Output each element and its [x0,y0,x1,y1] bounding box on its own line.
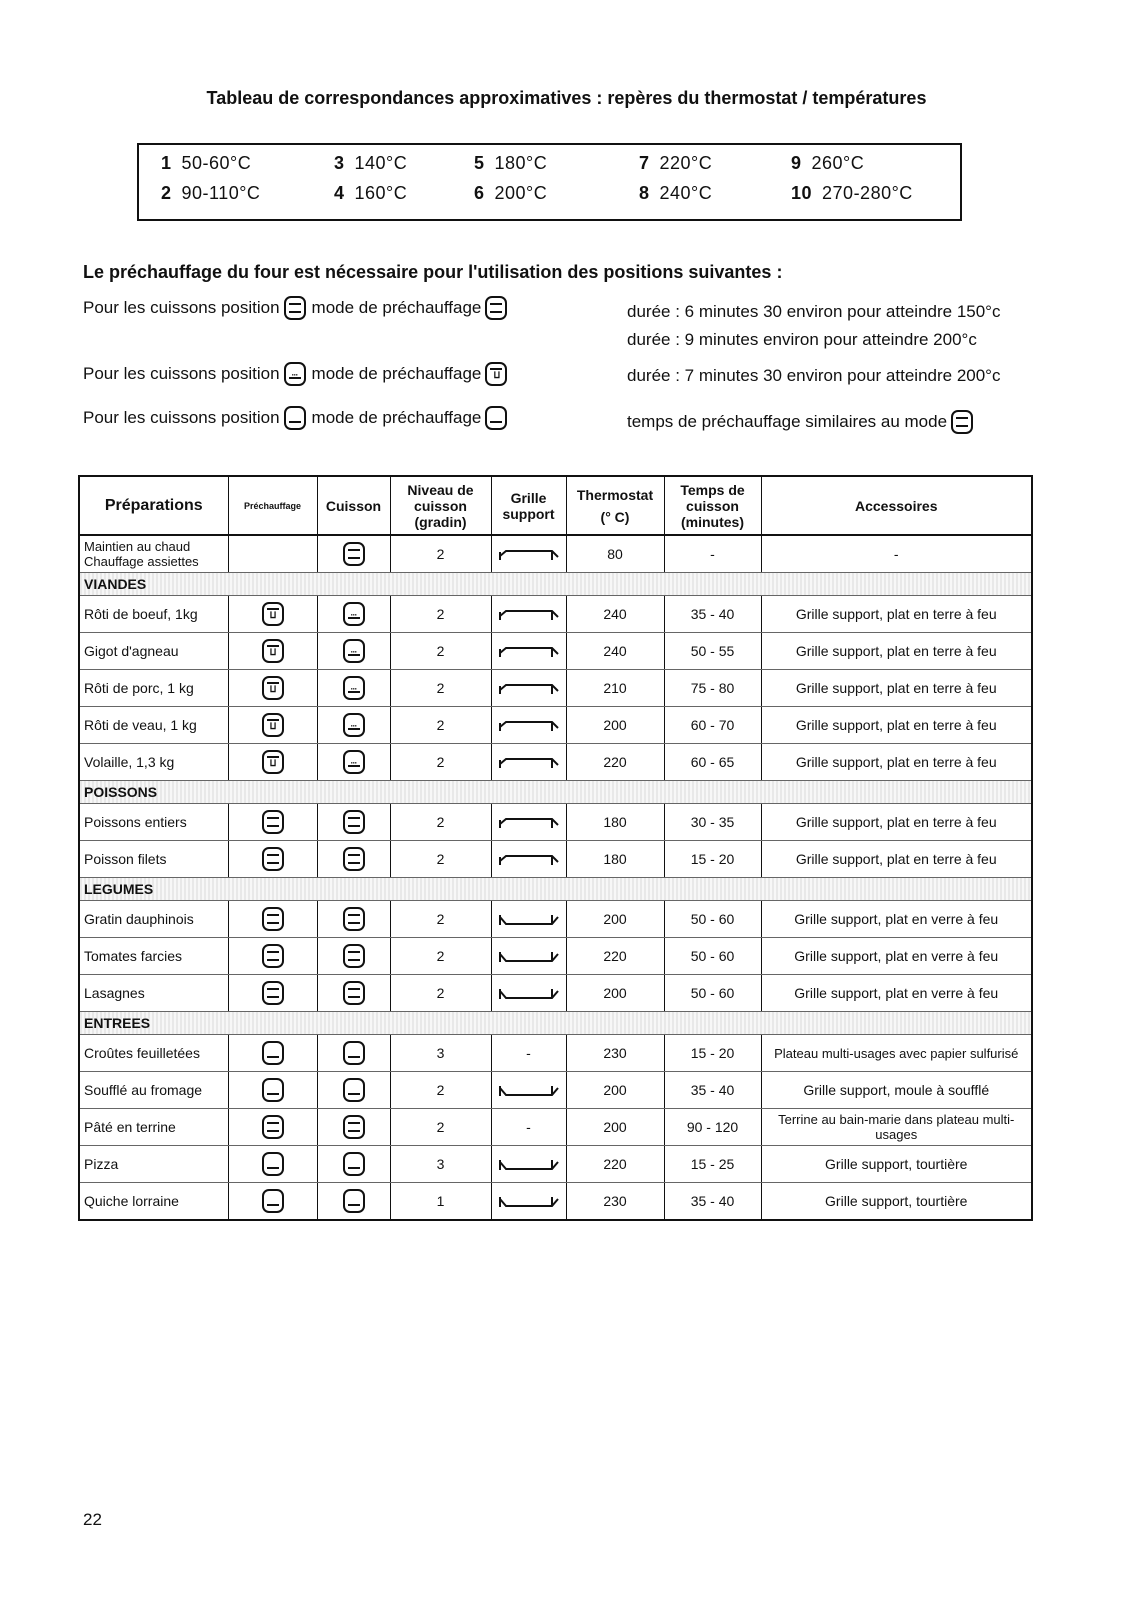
cell-preparation: Maintien au chaud Chauffage assiettes [79,535,228,573]
grille-up-icon [498,756,560,770]
category-row [79,573,1032,596]
cell-preparation: Quiche lorraine [79,1183,228,1221]
oven-top-bottom-icon [262,907,284,931]
oven-bottom-icon [262,1152,284,1176]
oven-top-bottom-icon [262,981,284,1005]
cell-preparation: Rôti de porc, 1 kg [79,670,228,707]
cell-temps: 35 - 40 [664,596,761,633]
cell-grille [491,1146,566,1183]
cell-grille [491,744,566,781]
cell-accessoires: Grille support, tourtière [761,1146,1032,1183]
cell-thermostat: 220 [566,1146,664,1183]
cell-accessoires: - [761,535,1032,573]
oven-fan-icon: ⵡ [262,602,284,626]
cell-niveau: 2 [390,975,491,1012]
cell-cuisson [317,596,390,633]
cell-grille [491,633,566,670]
oven-top-bottom-icon [343,847,365,871]
cell-accessoires: Grille support, plat en verre à feu [761,901,1032,938]
cell-grille: - [491,1109,566,1146]
cell-temps: 50 - 60 [664,938,761,975]
table-header [79,476,1032,535]
cell-temps: 50 - 60 [664,975,761,1012]
oven-bottom-icon [262,1189,284,1213]
cell-preparation: Croûtes feuilletées [79,1035,228,1072]
cell-thermostat: 220 [566,744,664,781]
cell-prechauffage [228,744,317,781]
cell-cuisson [317,938,390,975]
oven-bottom-icon [343,1041,365,1065]
cell-accessoires: Grille support, plat en terre à feu [761,841,1032,878]
oven-top-bottom-icon [262,944,284,968]
cell-niveau: 2 [390,901,491,938]
preheat-duration: durée : 7 minutes 30 environ pour atteindre 200°c [627,366,1001,385]
oven-fan-bottom-icon: ··· [343,602,365,626]
cell-thermostat: 240 [566,633,664,670]
table-row [79,744,1032,781]
oven-fan-bottom-icon: ··· [343,750,365,774]
cell-thermostat: 220 [566,938,664,975]
oven-fan-icon: ⵡ [262,676,284,700]
cell-niveau: 2 [390,670,491,707]
cell-cuisson [317,670,390,707]
oven-top-bottom-icon [284,296,306,320]
cell-thermostat: 200 [566,901,664,938]
preheat-duration: durée : 6 minutes 30 environ pour atteindre 150°c [627,302,1001,321]
cell-niveau: 2 [390,841,491,878]
grille-up-icon [498,548,560,562]
oven-bottom-icon [262,1078,284,1102]
cell-prechauffage [228,938,317,975]
cell-cuisson [317,901,390,938]
cell-accessoires: Grille support, plat en terre à feu [761,744,1032,781]
oven-bottom-icon [262,1041,284,1065]
cell-thermostat: 200 [566,1072,664,1109]
cell-cuisson [317,1035,390,1072]
table-row [79,938,1032,975]
header-cuisson: Cuisson [317,476,390,535]
grille-up-icon [498,645,560,659]
cell-thermostat: 180 [566,841,664,878]
grille-up-icon [498,608,560,622]
grille-down-icon [498,913,560,927]
thermostat-entry: 4 160°C [334,183,408,203]
page-title: Tableau de correspondances approximatives : repères du thermostat / températures [206,88,927,108]
cell-thermostat: 230 [566,1035,664,1072]
cell-niveau: 2 [390,1072,491,1109]
cell-thermostat: 210 [566,670,664,707]
cell-niveau: 2 [390,744,491,781]
cell-cuisson [317,535,390,573]
cell-accessoires: Grille support, plat en terre à feu [761,804,1032,841]
cell-accessoires: Grille support, moule à soufflé [761,1072,1032,1109]
thermostat-entry: 2 90-110°C [161,183,261,203]
category-label: VIANDES [79,573,1032,596]
header-accessoires: Accessoires [761,476,1032,535]
cell-cuisson [317,804,390,841]
cell-preparation: Poisson filets [79,841,228,878]
header-temps: Temps de cuisson (minutes) [664,476,761,535]
cell-accessoires: Grille support, plat en verre à feu [761,938,1032,975]
category-label: ENTREES [79,1012,1032,1035]
cell-accessoires: Plateau multi-usages avec papier sulfurisé [761,1035,1032,1072]
oven-fan-bottom-icon: ··· [343,676,365,700]
table-row [79,1183,1032,1221]
cooking-table [78,475,1033,1221]
cell-temps: 90 - 120 [664,1109,761,1146]
cell-preparation: Rôti de veau, 1 kg [79,707,228,744]
table-row [79,1146,1032,1183]
cell-cuisson [317,1146,390,1183]
thermostat-entry: 6 200°C [474,183,548,203]
cell-prechauffage [228,670,317,707]
oven-fan-icon: ⵡ [262,750,284,774]
table-row [79,535,1032,573]
grille-down-icon [498,950,560,964]
oven-bottom-icon [343,1152,365,1176]
cell-preparation: Rôti de boeuf, 1kg [79,596,228,633]
grille-up-icon [498,682,560,696]
category-row [79,1012,1032,1035]
header-niveau: Niveau de cuisson (gradin) [390,476,491,535]
header-prechauffage: Préchauffage [228,476,317,535]
cell-thermostat: 240 [566,596,664,633]
cell-prechauffage [228,1109,317,1146]
grille-down-icon [498,1084,560,1098]
oven-fan-icon: ⵡ [262,639,284,663]
table-row [79,596,1032,633]
oven-top-bottom-icon [262,847,284,871]
table-row [79,975,1032,1012]
cell-grille [491,535,566,573]
cell-grille [491,596,566,633]
table-row [79,670,1032,707]
grille-up-icon [498,853,560,867]
oven-fan-icon: ⵡ [485,362,507,386]
cell-thermostat: 200 [566,707,664,744]
preheat-line [83,406,513,430]
preheat-duration: temps de préchauffage similaires au mode [627,412,948,431]
table-row [79,804,1032,841]
preheat-line-prefix: Pour les cuissons position [83,408,280,427]
oven-top-bottom-icon [951,410,973,434]
cell-preparation: Soufflé au fromage [79,1072,228,1109]
oven-fan-bottom-icon: ··· [343,639,365,663]
thermostat-entry: 8 240°C [639,183,713,203]
cell-niveau: 2 [390,596,491,633]
cell-niveau: 2 [390,707,491,744]
cell-prechauffage [228,633,317,670]
cell-thermostat: 200 [566,1109,664,1146]
cell-temps: 35 - 40 [664,1072,761,1109]
cell-grille: - [491,1035,566,1072]
cell-preparation: Poissons entiers [79,804,228,841]
cell-prechauffage [228,707,317,744]
cell-preparation: Tomates farcies [79,938,228,975]
cell-prechauffage [228,975,317,1012]
category-row [79,878,1032,901]
preheat-mode-label: mode de préchauffage [311,364,482,383]
cell-accessoires: Terrine au bain-marie dans plateau multi-usages [761,1109,1032,1146]
preheat-duration-line [627,410,979,434]
cell-prechauffage [228,901,317,938]
preheat-mode-label: mode de préchauffage [311,298,482,317]
cell-temps: 15 - 20 [664,1035,761,1072]
cell-prechauffage [228,1072,317,1109]
cell-preparation: Volaille, 1,3 kg [79,744,228,781]
cell-temps: 50 - 60 [664,901,761,938]
cell-niveau: 2 [390,633,491,670]
oven-top-bottom-icon [343,907,365,931]
cell-grille [491,901,566,938]
cell-cuisson [317,1183,390,1221]
oven-top-bottom-icon [343,542,365,566]
table-row [79,841,1032,878]
cell-prechauffage [228,1035,317,1072]
cell-temps: 75 - 80 [664,670,761,707]
cell-cuisson [317,633,390,670]
category-row [79,781,1032,804]
cell-temps: 35 - 40 [664,1183,761,1221]
table-row [79,707,1032,744]
cell-niveau: 3 [390,1035,491,1072]
cell-preparation: Gigot d'agneau [79,633,228,670]
cell-accessoires: Grille support, plat en terre à feu [761,633,1032,670]
cell-grille [491,975,566,1012]
cell-prechauffage [228,841,317,878]
oven-bottom-icon [343,1078,365,1102]
cell-thermostat: 80 [566,535,664,573]
cell-grille [491,707,566,744]
cell-temps: 15 - 20 [664,841,761,878]
oven-fan-bottom-icon: ··· [284,362,306,386]
cell-accessoires: Grille support, plat en verre à feu [761,975,1032,1012]
cell-grille [491,670,566,707]
oven-top-bottom-icon [485,296,507,320]
thermostat-entry: 7 220°C [639,153,713,173]
preheat-mode-label: mode de préchauffage [311,408,482,427]
cell-grille [491,841,566,878]
preheat-line-prefix: Pour les cuissons position [83,298,280,317]
cell-prechauffage [228,535,317,573]
table-row [79,1035,1032,1072]
cell-temps: 50 - 55 [664,633,761,670]
cell-thermostat: 200 [566,975,664,1012]
header-thermostat: Thermostat (° C) [566,476,664,535]
cell-accessoires: Grille support, plat en terre à feu [761,670,1032,707]
cell-thermostat: 180 [566,804,664,841]
cell-cuisson [317,841,390,878]
oven-top-bottom-icon [343,1115,365,1139]
cell-temps: 15 - 25 [664,1146,761,1183]
grille-up-icon [498,719,560,733]
cell-temps: 60 - 65 [664,744,761,781]
category-label: LEGUMES [79,878,1032,901]
thermostat-entry: 10 270-280°C [791,183,913,203]
cell-thermostat: 230 [566,1183,664,1221]
cell-accessoires: Grille support, plat en terre à feu [761,707,1032,744]
category-label: POISSONS [79,781,1032,804]
page-number: 22 [83,1510,102,1529]
cell-cuisson [317,975,390,1012]
preheat-line [83,296,513,320]
oven-fan-bottom-icon: ··· [343,713,365,737]
preheat-line-prefix: Pour les cuissons position [83,364,280,383]
grille-down-icon [498,987,560,1001]
cell-cuisson [317,1072,390,1109]
cell-grille [491,804,566,841]
cell-grille [491,1072,566,1109]
oven-bottom-icon [343,1189,365,1213]
grille-up-icon [498,816,560,830]
grille-down-icon [498,1158,560,1172]
table-row [79,1109,1032,1146]
oven-bottom-icon [284,406,306,430]
preheat-duration: durée : 9 minutes environ pour atteindre 200°c [627,330,977,349]
oven-top-bottom-icon [262,810,284,834]
grille-down-icon [498,1195,560,1209]
cell-temps: 30 - 35 [664,804,761,841]
thermostat-entry: 3 140°C [334,153,408,173]
cell-cuisson [317,1109,390,1146]
cell-niveau: 2 [390,1109,491,1146]
cell-grille [491,938,566,975]
cell-temps: 60 - 70 [664,707,761,744]
cell-preparation: Pâté en terrine [79,1109,228,1146]
cell-preparation: Lasagnes [79,975,228,1012]
cell-prechauffage [228,1183,317,1221]
thermostat-entry: 1 50-60°C [161,153,252,173]
cell-accessoires: Grille support, plat en terre à feu [761,596,1032,633]
cell-niveau: 2 [390,804,491,841]
header-grille: Grille support [491,476,566,535]
oven-top-bottom-icon [343,944,365,968]
oven-bottom-icon [485,406,507,430]
table-row [79,901,1032,938]
oven-top-bottom-icon [343,981,365,1005]
thermostat-entry: 5 180°C [474,153,548,173]
cell-niveau: 2 [390,938,491,975]
cell-cuisson [317,707,390,744]
oven-fan-icon: ⵡ [262,713,284,737]
header-preparations: Préparations [79,476,228,535]
cell-prechauffage [228,596,317,633]
table-row [79,1072,1032,1109]
table-row [79,633,1032,670]
preheat-title: Le préchauffage du four est nécessaire pour l'utilisation des positions suivantes : [83,262,783,282]
cell-cuisson [317,744,390,781]
cell-grille [491,1183,566,1221]
cell-preparation: Gratin dauphinois [79,901,228,938]
cell-prechauffage [228,1146,317,1183]
cell-prechauffage [228,804,317,841]
oven-top-bottom-icon [262,1115,284,1139]
thermostat-entry: 9 260°C [791,153,865,173]
thermostat-table [137,143,962,221]
preheat-line [83,362,513,386]
cell-niveau: 1 [390,1183,491,1221]
cell-niveau: 3 [390,1146,491,1183]
oven-top-bottom-icon [343,810,365,834]
cell-niveau: 2 [390,535,491,573]
cell-accessoires: Grille support, tourtière [761,1183,1032,1221]
cell-temps: - [664,535,761,573]
cell-preparation: Pizza [79,1146,228,1183]
